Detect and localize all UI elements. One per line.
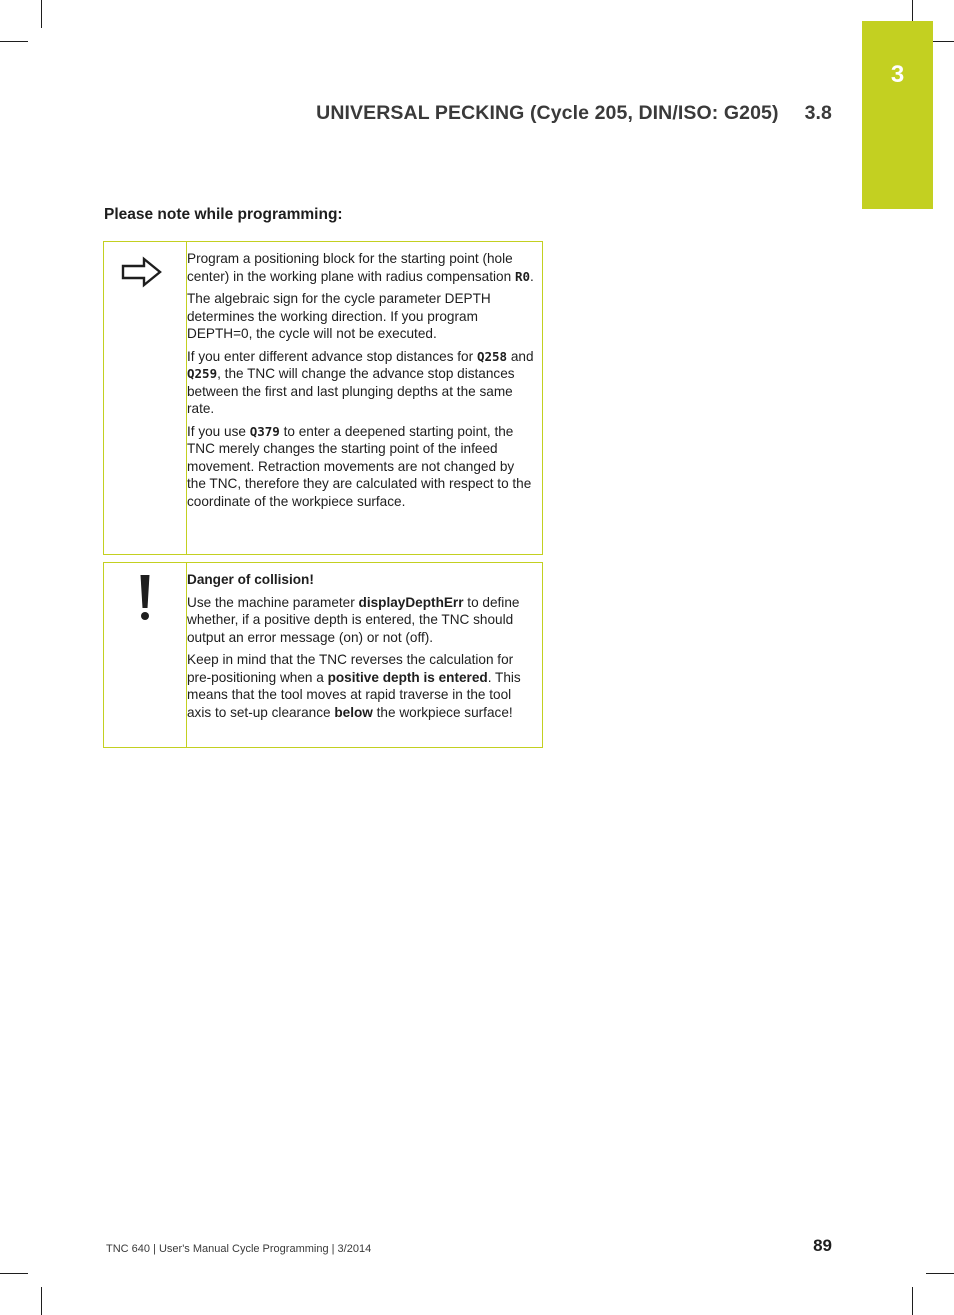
hint-paragraph bbox=[187, 250, 534, 285]
text-run: . bbox=[530, 268, 534, 284]
warning-title bbox=[187, 571, 534, 589]
warning-text bbox=[187, 563, 542, 729]
text-run: , the TNC will change the advance stop distances between the first and last plunging depths at the same rate. bbox=[187, 366, 515, 416]
text-run: to define whether, if a positive depth is entered, the TNC should output an error message (on) or not (off). bbox=[187, 594, 520, 645]
crop-mark bbox=[41, 0, 42, 28]
code-q379: Q379 bbox=[249, 423, 280, 439]
code-r0: R0 bbox=[514, 268, 530, 284]
crop-mark bbox=[41, 1287, 42, 1315]
emphasis-text: below bbox=[334, 704, 373, 720]
emphasis-text: positive depth is entered bbox=[327, 669, 488, 685]
section-title: Please note while programming: bbox=[104, 206, 343, 223]
crop-mark bbox=[0, 41, 28, 42]
code-q259: Q259 bbox=[187, 366, 218, 381]
arrow-right-icon bbox=[120, 256, 164, 288]
crop-mark bbox=[912, 1287, 913, 1315]
hint-text bbox=[187, 242, 542, 518]
warning-title-text: Danger of collision! bbox=[187, 572, 314, 587]
page-number: 89 bbox=[813, 1236, 832, 1255]
text-run: Use the machine parameter bbox=[187, 594, 359, 610]
warning-icon-column bbox=[104, 563, 187, 747]
hint-paragraph bbox=[187, 423, 534, 511]
text-run: If you enter different advance stop distances for bbox=[187, 348, 477, 364]
text-run: Program a positioning block for the starting point (hole center) in the working plane with radius compensation bbox=[187, 251, 515, 284]
crop-mark bbox=[0, 1273, 28, 1274]
code-q258: Q258 bbox=[476, 348, 508, 364]
hint-paragraph bbox=[187, 348, 534, 418]
exclamation-icon bbox=[137, 574, 153, 622]
warning-box bbox=[103, 562, 543, 748]
text-run: the workpiece surface! bbox=[372, 704, 513, 720]
text-run: . This means that the tool moves at rapid traverse in the tool axis to set-up clearance bbox=[187, 669, 521, 720]
crop-mark bbox=[926, 1273, 954, 1274]
text-run: and bbox=[507, 348, 534, 364]
text-run: Keep in mind that the TNC reverses the calculation for pre-positioning when a bbox=[187, 652, 514, 685]
chapter-number: 3 bbox=[890, 61, 905, 88]
text-run: to enter a deepened starting point, the TNC merely changes the starting point of the infeed movement. Retraction movements are not changed by the TNC, therefore they are calculated with respect to the coordinate of the workpiece surface. bbox=[187, 423, 532, 509]
hint-box bbox=[103, 241, 543, 555]
parameter-name: displayDepthErr bbox=[358, 594, 464, 610]
text-run: If you use bbox=[187, 423, 250, 439]
hint-icon-column bbox=[104, 242, 187, 554]
footer-text: TNC 640 | User's Manual Cycle Programming | 3/2014 bbox=[106, 1243, 372, 1255]
hint-paragraph: The algebraic sign for the cycle parameter DEPTH determines the working direction. If you program DEPTH=0, the cycle will not be executed. bbox=[187, 291, 491, 341]
warning-paragraph bbox=[187, 594, 534, 647]
header-section-number: 3.8 bbox=[804, 102, 832, 124]
chapter-tab bbox=[862, 21, 933, 209]
header-title: UNIVERSAL PECKING (Cycle 205, DIN/ISO: G205) bbox=[316, 102, 779, 124]
running-header bbox=[200, 102, 832, 125]
warning-paragraph bbox=[187, 651, 534, 721]
